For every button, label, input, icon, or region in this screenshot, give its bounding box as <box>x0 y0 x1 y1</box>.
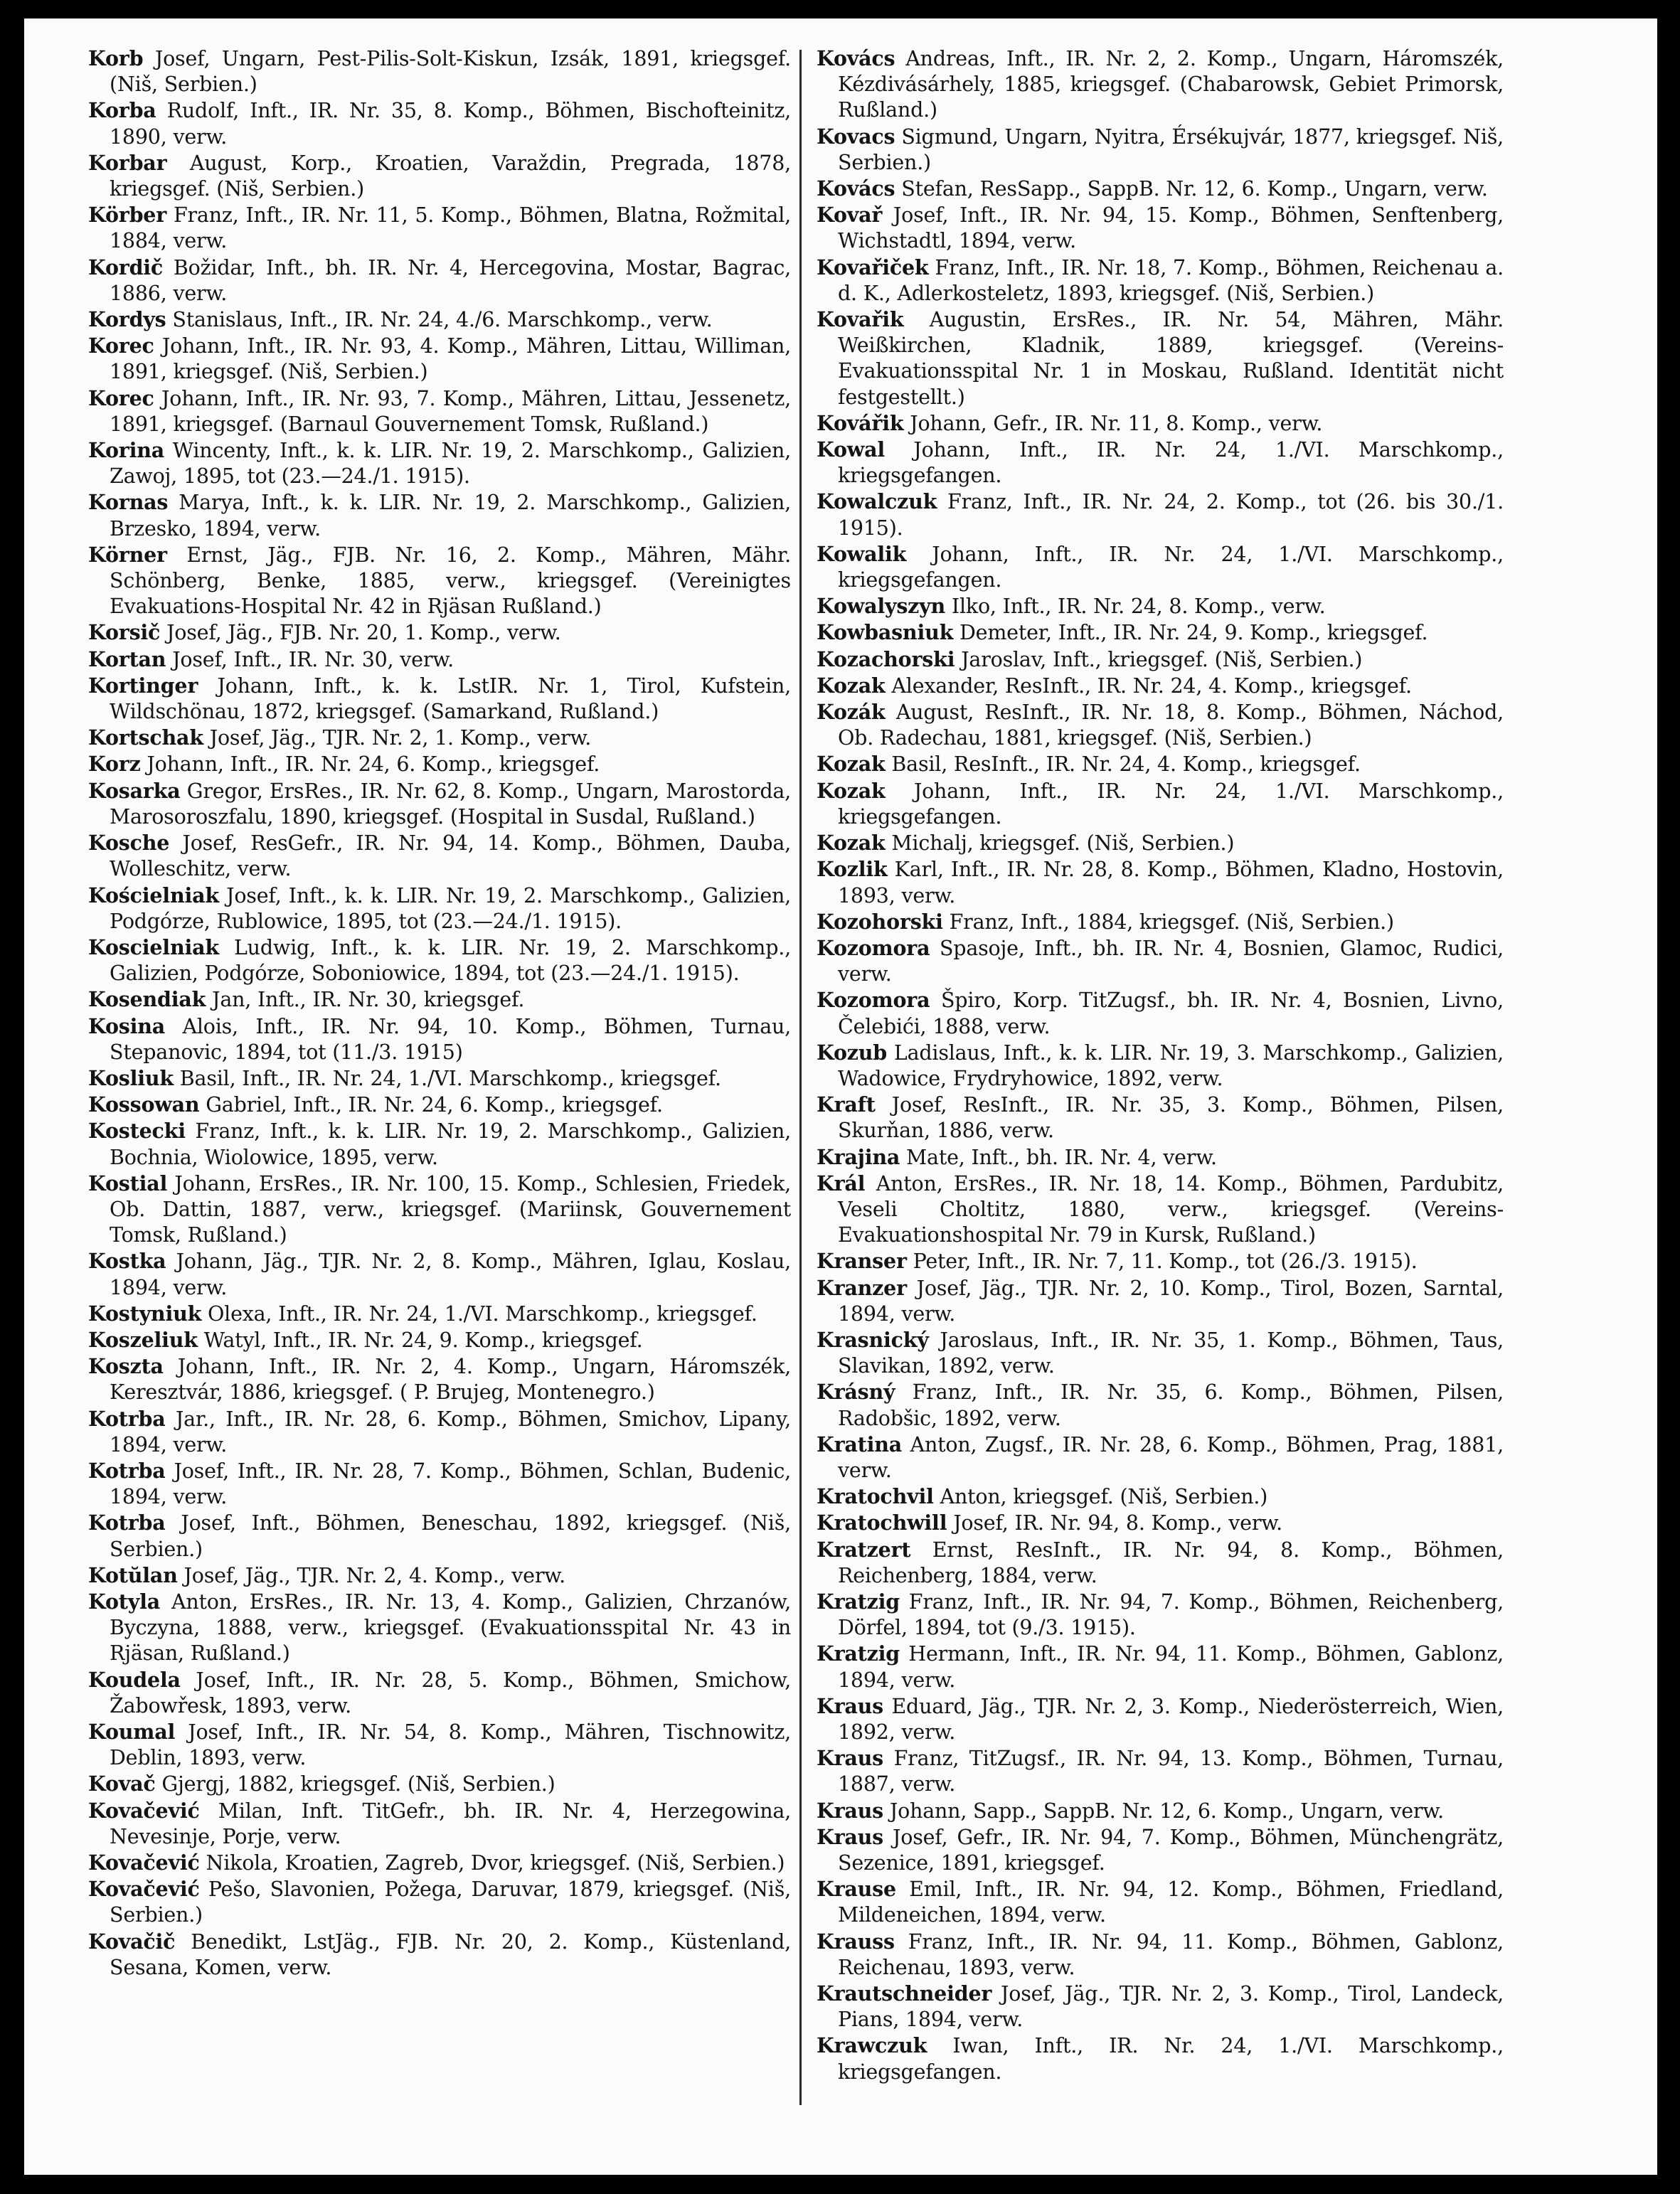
entry-surname: Kotŭlan <box>88 1562 178 1587</box>
entry-surname: Kordič <box>88 255 164 279</box>
entry-surname: Kovářik <box>817 410 904 435</box>
list-entry <box>88 1458 791 1510</box>
entry-details: Franz, TitZugsf., IR. Nr. 94, 13. Komp., Böhmen, Turnau, 1887, verw. <box>838 1747 1504 1796</box>
entry-surname: Kovač <box>88 1772 156 1796</box>
entry-details: Josef, Inft., IR. Nr. 94, 15. Komp., Böhmen, Senftenberg, Wichstadtl, 1894, verw. <box>838 203 1504 253</box>
list-entry <box>88 307 791 333</box>
list-entry <box>88 1092 791 1118</box>
entry-details: Franz, Inft., IR. Nr. 94, 11. Komp., Böhmen, Gablonz, Reichenau, 1893, verw. <box>838 1929 1504 1979</box>
entry-surname: Körber <box>88 203 167 228</box>
entry-details: Alois, Inft., IR. Nr. 94, 10. Komp., Böhmen, Turnau, Stepanovic, 1894, tot (11./3. 1915) <box>110 1014 791 1064</box>
entry-surname: Kovács <box>817 176 895 201</box>
entry-details: Ernst, Jäg., FJB. Nr. 16, 2. Komp., Mähren, Mähr. Schönberg, Benke, 1885, verw., kriegsgef. (Vereinigtes Evakuations-Hospital Nr. 42 in Rjäsan Rußland.) <box>110 543 792 619</box>
list-entry <box>817 46 1504 124</box>
list-entry <box>88 1248 791 1300</box>
entry-surname: Kozak <box>817 673 886 698</box>
entry-surname: Koszeliuk <box>88 1327 198 1352</box>
entry-details: Josef, Inft., IR. Nr. 28, 7. Komp., Böhmen, Schlan, Budenic, 1894, verw. <box>110 1459 791 1509</box>
list-entry <box>817 1484 1504 1510</box>
list-entry <box>88 883 791 934</box>
list-entry <box>817 1929 1504 1981</box>
entry-details: Pešo, Slavonien, Požega, Daruvar, 1879, kriegsgef. (Niš, Serbien.) <box>110 1878 791 1927</box>
entry-details: Johann, ErsRes., IR. Nr. 100, 15. Komp., Schlesien, Friedek, Ob. Dattin, 1887, verw., kriegsgef. (Mariinsk, Gouvernement Tomsk, Rußland.) <box>110 1171 791 1247</box>
list-entry <box>817 699 1504 751</box>
entry-surname: Kostka <box>88 1249 166 1274</box>
entry-surname: Kovačević <box>88 1850 200 1875</box>
entry-surname: Kozák <box>817 700 886 725</box>
entry-surname: Kosche <box>88 831 170 856</box>
entry-details: Josef, Jäg., TJR. Nr. 2, 3. Komp., Tirol, Landeck, Pians, 1894, verw. <box>838 1982 1504 2032</box>
entry-surname: Krause <box>817 1877 896 1902</box>
entry-surname: Kraft <box>817 1092 876 1117</box>
entry-details: Augustin, ErsRes., IR. Nr. 54, Mähren, Mähr. Weißkirchen, Kladnik, 1889, kriegsgef. (Vereins-Evakuationsspital Nr. 1 in Moskau, Rußland. Identität nicht festgestellt.) <box>838 308 1504 409</box>
list-entry <box>817 830 1504 856</box>
entry-details: Franz, Inft., IR. Nr. 11, 5. Komp., Böhmen, Blatna, Rožmital, 1884, verw. <box>110 203 791 253</box>
entry-details: Watyl, Inft., IR. Nr. 24, 9. Komp., kriegsgef. <box>203 1328 643 1352</box>
entry-details: Josef, Jäg., TJR. Nr. 2, 1. Komp., verw. <box>209 726 592 750</box>
entry-details: Franz, Inft., IR. Nr. 35, 6. Komp., Böhmen, Pilsen, Radobšic, 1892, verw. <box>838 1380 1504 1430</box>
list-entry <box>817 619 1504 646</box>
list-entry <box>88 725 791 751</box>
entry-surname: Kościelniak <box>88 883 219 907</box>
entry-surname: Krautschneider <box>817 1981 992 2006</box>
list-entry <box>88 1118 791 1170</box>
entry-surname: Kovačič <box>88 1929 176 1954</box>
list-entry <box>88 673 791 725</box>
entry-details: Johann, Inft., IR. Nr. 24, 1./VI. Marschkomp., kriegsgefangen. <box>838 779 1504 829</box>
entry-details: Johann, Jäg., TJR. Nr. 2, 8. Komp., Mähren, Iglau, Koslau, 1894, verw. <box>110 1250 792 1299</box>
entry-details: Josef, Jäg., FJB. Nr. 20, 1. Komp., verw. <box>166 621 561 645</box>
entry-details: Wincenty, Inft., k. k. LIR. Nr. 19, 2. Marschkomp., Galizien, Zawoj, 1895, tot (23.—24./1. 1915). <box>110 439 791 489</box>
scan-border-right <box>1657 0 1680 2194</box>
list-entry <box>817 1537 1504 1589</box>
entry-details: Stefan, ResSapp., SappB. Nr. 12, 6. Komp., Ungarn, verw. <box>901 177 1488 201</box>
list-entry <box>88 1353 791 1405</box>
list-entry <box>88 1929 791 1981</box>
entry-details: Basil, Inft., IR. Nr. 24, 1./VI. Marschkomp., kriegsgef. <box>179 1066 721 1090</box>
entry-surname: Kranzer <box>817 1275 907 1300</box>
entry-details: Nikola, Kroatien, Zagreb, Dvor, kriegsgef. (Niš, Serbien.) <box>206 1851 785 1875</box>
entry-details: Franz, Inft., IR. Nr. 94, 7. Komp., Böhmen, Reichenberg, Dörfel, 1894, tot (9./3. 1915). <box>838 1589 1504 1640</box>
entry-surname: Kotrba <box>88 1406 166 1431</box>
list-entry <box>88 97 791 149</box>
entry-details: Josef, Jäg., TJR. Nr. 2, 4. Komp., verw. <box>184 1563 565 1587</box>
entry-surname: Kortschak <box>88 725 203 750</box>
entry-details: Josef, Inft., IR. Nr. 30, verw. <box>172 647 454 671</box>
entry-details: Ernst, ResInft., IR. Nr. 94, 8. Komp., Böhmen, Reichenberg, 1884, verw. <box>838 1538 1504 1587</box>
entry-details: Josef, Inft., Böhmen, Beneschau, 1892, kriegsgef. (Niš, Serbien.) <box>110 1511 792 1561</box>
list-entry <box>88 437 791 489</box>
entry-details: Anton, ErsRes., IR. Nr. 13, 4. Komp., Galizien, Chrzanów, Byczyna, 1888, verw., kriegsgef. (Evakuationsspital Nr. 43 in Rjäsan, Rußland.) <box>110 1589 792 1666</box>
list-entry <box>88 986 791 1013</box>
entry-details: Johann, Gefr., IR. Nr. 11, 8. Komp., verw. <box>910 411 1323 435</box>
list-entry <box>817 1745 1504 1797</box>
entry-surname: Kotrba <box>88 1458 166 1483</box>
left-column <box>88 46 791 1981</box>
list-entry <box>817 489 1504 540</box>
entry-surname: Kossowan <box>88 1092 200 1117</box>
entry-details: Ladislaus, Inft., k. k. LIR. Nr. 19, 3. Marschkomp., Galizien, Wadowice, Frydryhowice, 1892, verw. <box>838 1040 1504 1090</box>
entry-details: Josef, Ungarn, Pest-Pilis-Solt-Kiskun, Izsák, 1891, kriegsgef. (Niš, Serbien.) <box>110 47 792 97</box>
list-entry <box>817 935 1504 987</box>
entry-surname: Krauss <box>817 1929 895 1954</box>
entry-details: Josef, Jäg., TJR. Nr. 2, 10. Komp., Tirol, Bozen, Sarntal, 1894, verw. <box>838 1276 1504 1326</box>
entry-details: Demeter, Inft., IR. Nr. 24, 9. Komp., kriegsgef. <box>959 621 1428 645</box>
entry-surname: Kozohorski <box>817 909 943 934</box>
entry-surname: Kratzig <box>817 1641 900 1666</box>
list-entry <box>817 1510 1504 1536</box>
list-entry <box>88 1798 791 1850</box>
entry-details: Johann, Inft., IR. Nr. 24, 6. Komp., kriegsgef. <box>147 752 600 777</box>
entry-details: Josef, ResInft., IR. Nr. 35, 3. Komp., Böhmen, Pilsen, Skurňan, 1886, verw. <box>838 1093 1504 1143</box>
entry-surname: Kotrba <box>88 1511 166 1535</box>
list-entry <box>817 646 1504 673</box>
entry-details: Stanislaus, Inft., IR. Nr. 24, 4./6. Marschkomp., verw. <box>172 308 713 332</box>
entry-details: Johann, Inft., IR. Nr. 24, 1./VI. Marschkomp., kriegsgefangen. <box>838 438 1504 488</box>
list-entry <box>817 1693 1504 1745</box>
entry-surname: Kranser <box>817 1249 907 1274</box>
list-entry <box>817 751 1504 777</box>
entry-details: Milan, Inft. TitGefr., bh. IR. Nr. 4, Herzegowina, Nevesinje, Porje, verw. <box>110 1799 792 1848</box>
scan-border-left <box>0 0 24 2194</box>
entry-surname: Kozomora <box>817 988 930 1013</box>
list-entry <box>88 150 791 202</box>
entry-details: Špiro, Korp. TitZugsf., bh. IR. Nr. 4, Bosnien, Livno, Čelebići, 1888, verw. <box>838 989 1504 1038</box>
entry-surname: Kosendiak <box>88 987 206 1012</box>
column-divider <box>799 50 802 2105</box>
list-entry <box>88 1850 791 1876</box>
entry-details: Andreas, Inft., IR. Nr. 2, 2. Komp., Ungarn, Háromszék, Kézdivásárhely, 1885, kriegsgef. (Chabarowsk, Gebiet Primorsk, Rußland.) <box>838 47 1504 122</box>
entry-details: Ilko, Inft., IR. Nr. 24, 8. Komp., verw. <box>951 595 1326 619</box>
list-entry <box>817 1824 1504 1876</box>
entry-details: Franz, Inft., IR. Nr. 18, 7. Komp., Böhmen, Reichenau a. d. K., Adlerkosteletz, 1893, kriegsgef. (Niš, Serbien.) <box>838 255 1504 305</box>
entry-details: Olexa, Inft., IR. Nr. 24, 1./VI. Marschkomp., kriegsgef. <box>208 1301 757 1326</box>
entry-surname: Kotyla <box>88 1589 160 1614</box>
entry-details: Josef, Inft., k. k. LIR. Nr. 19, 2. Marschkomp., Galizien, Podgórze, Rublowice, 1895, tot (23.—24./1. 1915). <box>110 883 792 933</box>
entry-details: Ludwig, Inft., k. k. LIR. Nr. 19, 2. Marschkomp., Galizien, Podgórze, Soboniowice, 1894, tot (23.—24./1. 1915). <box>110 935 792 986</box>
entry-surname: Kraus <box>817 1693 884 1718</box>
entry-surname: Kozak <box>817 752 886 777</box>
entry-details: Johann, Inft., IR. Nr. 93, 7. Komp., Mähren, Littau, Jessenetz, 1891, kriegsgef. (Barnaul Gouvernement Tomsk, Rußland.) <box>110 386 791 436</box>
list-entry <box>817 593 1504 619</box>
list-entry <box>88 1771 791 1797</box>
entry-details: Jar., Inft., IR. Nr. 28, 6. Komp., Böhmen, Smichov, Lipany, 1894, verw. <box>110 1407 792 1457</box>
entry-surname: Kornas <box>88 490 169 515</box>
list-entry <box>817 1092 1504 1144</box>
entry-surname: Korz <box>88 752 141 777</box>
entry-surname: Korbar <box>88 150 167 175</box>
entry-surname: Kowalyszyn <box>817 594 946 619</box>
entry-surname: Král <box>817 1171 866 1195</box>
entry-surname: Kosliuk <box>88 1065 174 1090</box>
entry-surname: Koudela <box>88 1667 181 1692</box>
entry-details: Jaroslav, Inft., kriegsgef. (Niš, Serbien.) <box>961 647 1363 671</box>
entry-surname: Koumal <box>88 1720 176 1744</box>
entry-details: August, ResInft., IR. Nr. 18, 8. Komp., Böhmen, Náchod, Ob. Radechau, 1881, kriegsgef. (Niš, Serbien.) <box>838 701 1504 750</box>
entry-details: Johann, Inft., IR. Nr. 2, 4. Komp., Ungarn, Háromszék, Keresztvár, 1886, kriegsgef. ( P. Brujeg, Montenegro.) <box>110 1355 792 1405</box>
entry-surname: Kovař <box>817 203 883 228</box>
list-entry <box>88 385 791 437</box>
list-entry <box>817 124 1504 176</box>
entry-details: Anton, ErsRes., IR. Nr. 18, 14. Komp., Böhmen, Pardubitz, Veseli Choltitz, 1880, verw., kriegsgef. (Vereins-Evakuationshospital Nr. 79 in Kursk, Rußland.) <box>838 1171 1504 1247</box>
list-entry <box>817 1589 1504 1641</box>
list-entry <box>88 619 791 646</box>
entry-surname: Kozlik <box>817 857 888 882</box>
entry-details: Josef, Inft., IR. Nr. 28, 5. Komp., Böhmen, Smichow, Žabowřesk, 1893, verw. <box>110 1668 791 1718</box>
list-entry <box>88 1510 791 1562</box>
entry-details: Hermann, Inft., IR. Nr. 94, 11. Komp., Böhmen, Gablonz, 1894, verw. <box>838 1642 1504 1692</box>
list-entry <box>88 1013 791 1065</box>
list-entry <box>817 1144 1504 1171</box>
entry-details: Karl, Inft., IR. Nr. 28, 8. Komp., Böhmen, Kladno, Hostovin, 1893, verw. <box>838 858 1504 907</box>
list-entry <box>88 1327 791 1353</box>
entry-surname: Kratzig <box>817 1589 900 1614</box>
entry-surname: Krásný <box>817 1380 895 1405</box>
scan-border-bottom <box>0 2175 1680 2194</box>
entry-surname: Kratochwill <box>817 1511 947 1535</box>
entry-surname: Kowalczuk <box>817 489 937 514</box>
entry-surname: Krawczuk <box>817 2033 927 2058</box>
entry-surname: Kraus <box>817 1824 884 1849</box>
entry-surname: Kozak <box>817 831 886 856</box>
list-entry <box>817 307 1504 410</box>
entry-surname: Korb <box>88 46 144 70</box>
entry-details: Eduard, Jäg., TJR. Nr. 2, 3. Komp., Niederösterreich, Wien, 1892, verw. <box>838 1694 1504 1744</box>
entry-surname: Kovács <box>817 46 895 70</box>
list-entry <box>88 1406 791 1458</box>
entry-details: Josef, Inft., IR. Nr. 54, 8. Komp., Mähren, Tischnowitz, Deblin, 1893, verw. <box>110 1720 791 1770</box>
entry-details: Peter, Inft., IR. Nr. 7, 11. Komp., tot (26./3. 1915). <box>913 1250 1418 1274</box>
entry-surname: Korec <box>88 334 154 358</box>
list-entry <box>817 1876 1504 1928</box>
entry-details: Josef, IR. Nr. 94, 8. Komp., verw. <box>953 1511 1282 1535</box>
list-entry <box>817 1641 1504 1693</box>
entry-details: Iwan, Inft., IR. Nr. 24, 1./VI. Marschkomp., kriegsgefangen. <box>838 2034 1504 2084</box>
entry-details: Benedikt, LstJäg., FJB. Nr. 20, 2. Komp., Küstenland, Sesana, Komen, verw. <box>110 1929 792 1979</box>
entry-details: Anton, kriegsgef. (Niš, Serbien.) <box>940 1485 1268 1509</box>
list-entry <box>817 987 1504 1039</box>
entry-surname: Kordys <box>88 307 166 332</box>
entry-surname: Kraus <box>817 1798 884 1823</box>
list-entry <box>817 1327 1504 1379</box>
list-entry <box>817 778 1504 830</box>
list-entry <box>817 1275 1504 1327</box>
list-entry <box>88 1589 791 1667</box>
entry-surname: Krajina <box>817 1144 900 1169</box>
list-entry <box>88 1876 791 1928</box>
entry-details: Emil, Inft., IR. Nr. 94, 12. Komp., Böhmen, Friedland, Mildeneichen, 1894, verw. <box>838 1878 1504 1927</box>
entry-surname: Kovacs <box>817 124 895 149</box>
list-entry <box>817 437 1504 489</box>
entry-surname: Korec <box>88 385 154 410</box>
list-entry <box>88 333 791 385</box>
list-entry <box>817 1248 1504 1274</box>
list-entry <box>817 1379 1504 1431</box>
entry-details: Marya, Inft., k. k. LIR. Nr. 19, 2. Marschkomp., Galizien, Brzesko, 1894, verw. <box>110 491 792 540</box>
entry-surname: Krasnický <box>817 1327 929 1352</box>
list-entry <box>817 202 1504 254</box>
list-entry <box>817 255 1504 307</box>
entry-surname: Korina <box>88 438 164 463</box>
entry-surname: Kortan <box>88 646 166 671</box>
entry-surname: Kovařik <box>817 307 904 332</box>
entry-surname: Kostial <box>88 1171 168 1195</box>
list-entry <box>817 909 1504 935</box>
list-entry <box>88 202 791 254</box>
entry-surname: Kosarka <box>88 778 181 803</box>
entry-surname: Kozak <box>817 778 886 803</box>
entry-details: Basil, ResInft., IR. Nr. 24, 4. Komp., kriegsgef. <box>891 752 1361 777</box>
list-entry <box>88 830 791 882</box>
scan-border-top <box>0 0 1680 18</box>
entry-surname: Kortinger <box>88 673 198 698</box>
entry-surname: Kratochvil <box>817 1484 934 1509</box>
entry-surname: Körner <box>88 542 167 567</box>
list-entry <box>88 542 791 620</box>
list-entry <box>817 856 1504 908</box>
entry-surname: Kosina <box>88 1013 166 1038</box>
list-entry <box>88 46 791 97</box>
list-entry <box>88 778 791 830</box>
entry-surname: Kovačević <box>88 1877 200 1902</box>
entry-surname: Kovařiček <box>817 255 929 279</box>
entry-surname: Korba <box>88 98 156 123</box>
entry-surname: Kratzert <box>817 1537 911 1562</box>
list-entry <box>817 1798 1504 1824</box>
list-entry <box>88 1301 791 1327</box>
entry-surname: Korsič <box>88 620 161 645</box>
entry-details: Jaroslaus, Inft., IR. Nr. 35, 1. Komp., Böhmen, Taus, Slavikan, 1892, verw. <box>838 1328 1504 1378</box>
entry-details: Jan, Inft., IR. Nr. 30, kriegsgef. <box>212 988 525 1012</box>
entry-surname: Kratina <box>817 1432 903 1457</box>
list-entry <box>817 410 1504 437</box>
list-entry <box>817 673 1504 699</box>
entry-surname: Kovačević <box>88 1798 200 1823</box>
list-entry <box>88 489 791 541</box>
list-entry <box>817 1432 1504 1484</box>
list-entry <box>88 1562 791 1589</box>
entry-details: Johann, Inft., IR. Nr. 93, 4. Komp., Mähren, Littau, Williman, 1891, kriegsgef. (Niš, Serbien.) <box>110 334 791 384</box>
list-entry <box>88 1719 791 1771</box>
entry-details: Franz, Inft., k. k. LIR. Nr. 19, 2. Marschkomp., Galizien, Bochnia, Wiolowice, 1895, verw. <box>110 1119 792 1169</box>
entry-details: Gregor, ErsRes., IR. Nr. 62, 8. Komp., Ungarn, Marostorda, Marosoroszfalu, 1890, kriegsgef. (Hospital in Susdal, Rußland.) <box>110 779 792 829</box>
list-entry <box>817 1171 1504 1249</box>
list-entry <box>817 176 1504 202</box>
entry-details: Anton, Zugsf., IR. Nr. 28, 6. Komp., Böhmen, Prag, 1881, verw. <box>838 1432 1504 1482</box>
entry-details: Spasoje, Inft., bh. IR. Nr. 4, Bosnien, Glamoc, Rudici, verw. <box>838 936 1504 986</box>
right-column <box>817 46 1504 2085</box>
entry-details: Michalj, kriegsgef. (Niš, Serbien.) <box>891 831 1235 856</box>
entry-details: Johann, Sapp., SappB. Nr. 12, 6. Komp., Ungarn, verw. <box>889 1799 1444 1823</box>
entry-details: Josef, ResGefr., IR. Nr. 94, 14. Komp., Böhmen, Dauba, Wolleschitz, verw. <box>110 831 792 881</box>
entry-surname: Kozachorski <box>817 646 955 671</box>
entry-details: Gjergj, 1882, kriegsgef. (Niš, Serbien.) <box>161 1772 555 1796</box>
entry-surname: Kozub <box>817 1040 887 1065</box>
entry-details: Franz, Inft., 1884, kriegsgef. (Niš, Serbien.) <box>949 910 1394 934</box>
entry-surname: Kostyniuk <box>88 1301 202 1326</box>
entry-details: Rudolf, Inft., IR. Nr. 35, 8. Komp., Böhmen, Bischofteinitz, 1890, verw. <box>110 99 791 149</box>
entry-details: Johann, Inft., k. k. LstIR. Nr. 1, Tirol, Kufstein, Wildschönau, 1872, kriegsgef. (Samarkand, Rußland.) <box>110 673 792 724</box>
entry-surname: Kostecki <box>88 1119 186 1144</box>
entry-surname: Kowal <box>817 437 885 462</box>
list-entry <box>817 1040 1504 1092</box>
entry-details: Mate, Inft., bh. IR. Nr. 4, verw. <box>906 1145 1217 1169</box>
entry-details: Johann, Inft., IR. Nr. 24, 1./VI. Marschkomp., kriegsgefangen. <box>838 542 1504 592</box>
entry-details: Franz, Inft., IR. Nr. 24, 2. Komp., tot (26. bis 30./1. 1915). <box>838 490 1504 540</box>
list-entry <box>817 2033 1504 2084</box>
entry-surname: Koscielniak <box>88 934 219 959</box>
entry-details: Sigmund, Ungarn, Nyitra, Érsékujvár, 1877, kriegsgef. Niš, Serbien.) <box>838 124 1504 174</box>
list-entry <box>817 1981 1504 2033</box>
entry-details: August, Korp., Kroatien, Varaždin, Pregrada, 1878, kriegsgef. (Niš, Serbien.) <box>110 151 792 201</box>
entry-surname: Kraus <box>817 1746 884 1771</box>
list-entry <box>88 934 791 986</box>
entry-details: Božidar, Inft., bh. IR. Nr. 4, Hercegovina, Mostar, Bagrac, 1886, verw. <box>110 255 791 305</box>
list-entry <box>88 255 791 307</box>
entry-details: Alexander, ResInft., IR. Nr. 24, 4. Komp., kriegsgef. <box>891 673 1412 698</box>
list-entry <box>88 1667 791 1719</box>
entry-details: Gabriel, Inft., IR. Nr. 24, 6. Komp., kriegsgef. <box>206 1093 663 1117</box>
list-entry <box>817 541 1504 593</box>
entry-surname: Koszta <box>88 1354 164 1379</box>
list-entry <box>88 751 791 777</box>
list-entry <box>88 646 791 673</box>
entry-surname: Kozomora <box>817 935 930 960</box>
list-entry <box>88 1065 791 1092</box>
entry-details: Josef, Gefr., IR. Nr. 94, 7. Komp., Böhmen, Münchengrätz, Sezenice, 1891, kriegsgef. <box>838 1825 1504 1875</box>
entry-surname: Kowalik <box>817 541 907 566</box>
entry-surname: Kowbasniuk <box>817 620 954 645</box>
list-entry <box>88 1171 791 1249</box>
